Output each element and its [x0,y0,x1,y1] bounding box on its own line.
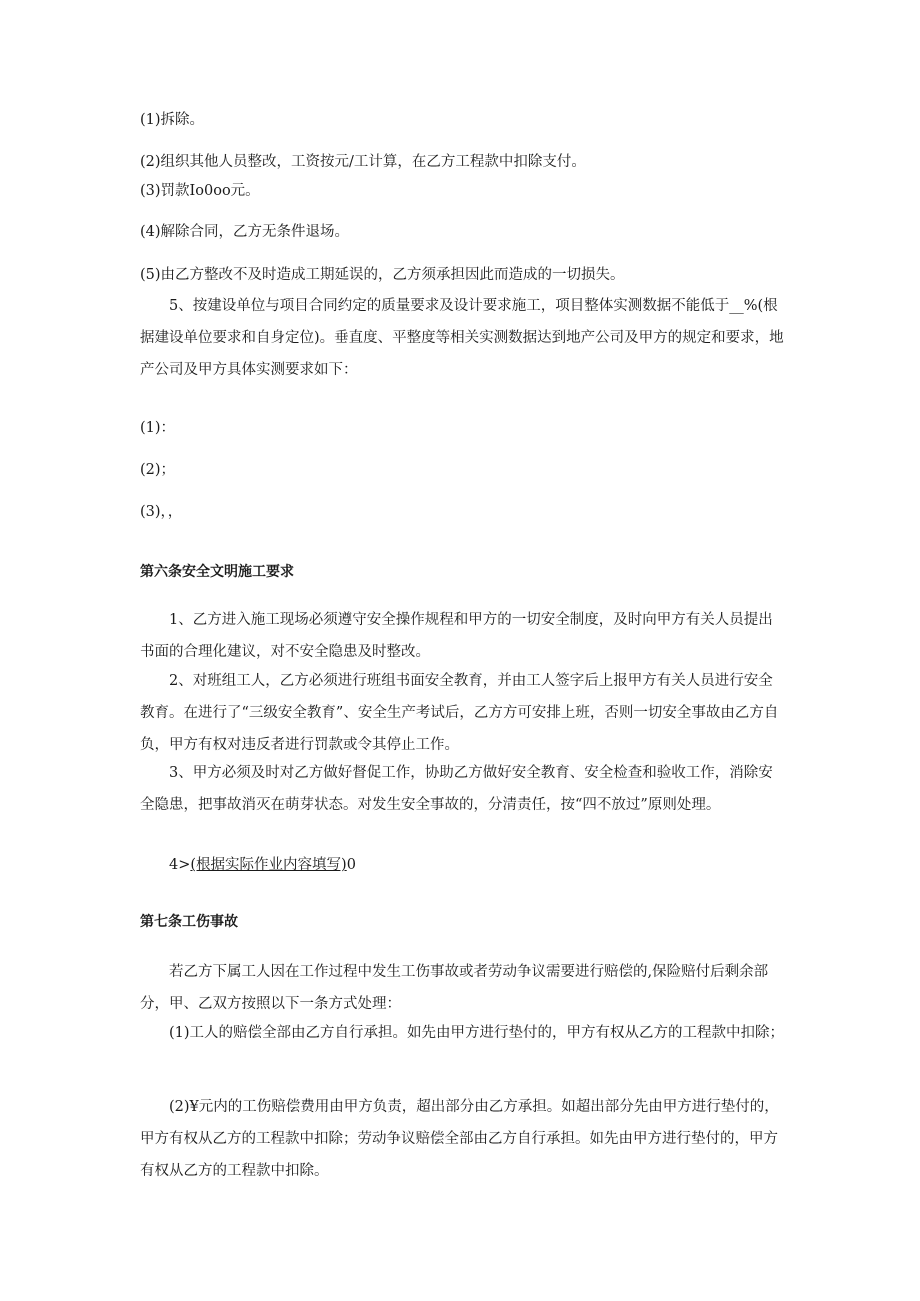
article-seven-option-2: (2)¥元内的工伤赔偿费用由甲方负责，超出部分由乙方承担。如超出部分先由甲方进行垫付的，甲方有权从乙方的工程款中扣除；劳动争议赔偿全部由乙方自行承担。如先由甲方进行垫付的，甲方有权从乙方的工程款中扣除。 [140,1099,779,1179]
list-item: (2)组织其他人员整改，工资按元/工计算，在乙方工程款中扣除支付。 [140,154,586,170]
quality-paragraph: 5、按建设单位与项目合同约定的质量要求及设计要求施工，项目整体实测数据不能低于__%(根据建设单位要求和自身定位)。垂直度、平整度等相关实测数据达到地产公司及甲方的规定和要求，地产公司及甲方具体实测要求如下： [140,298,784,378]
article-six-p2: 2、对班组工人，乙方必须进行班组书面安全教育，并由工人签字后上报甲方有关人员进行安全教育。在进行了“三级安全教育”、安全生产考试后，乙方方可安排上班，否则一切安全事故由乙方自负，甲方有权对违反者进行罚款或令其停止工作。 [140,673,779,753]
p4-prefix: 4> [169,857,191,873]
article-six-title: 第六条安全文明施工要求 [140,564,294,580]
list-item: (1)拆除。 [140,112,205,128]
article-seven-title: 第七条工伤事故 [140,914,238,930]
list-item: (4)解除合同，乙方无条件退场。 [140,224,350,240]
article-six-p4 [140,849,785,881]
fill-in-note: (根据实际作业内容填写) [190,857,347,873]
sub-item: (3)，， [140,504,183,520]
article-six-p1: 1、乙方进入施工现场必须遵守安全操作规程和甲方的一切安全制度，及时向甲方有关人员提出书面的合理化建议，对不安全隐患及时整改。 [140,612,773,660]
list-item: (5)由乙方整改不及时造成工期延误的，乙方须承担因此而造成的一切损失。 [140,267,625,283]
list-item: (3)罚款Io0oo元。 [140,183,260,199]
p4-suffix: 0 [346,857,356,873]
article-seven-intro: 若乙方下属工人因在工作过程中发生工伤事故或者劳动争议需要进行赔偿的,保险赔付后剩余部分，甲、乙双方按照以下一条方式处理： [140,964,769,1012]
article-seven-option-1: (1)工人的赔偿全部由乙方自行承担。如先由甲方进行垫付的，甲方有权从乙方的工程款中扣除； [169,1025,785,1041]
article-six-p3: 3、甲方必须及时对乙方做好督促工作，协助乙方做好安全教育、安全检查和验收工作，消除安全隐患，把事故消灭在萌芽状态。对发生安全事故的，分清责任，按“四不放过”原则处理。 [140,765,773,813]
sub-item: (2)； [140,462,176,478]
sub-item: (1)： [140,420,176,436]
